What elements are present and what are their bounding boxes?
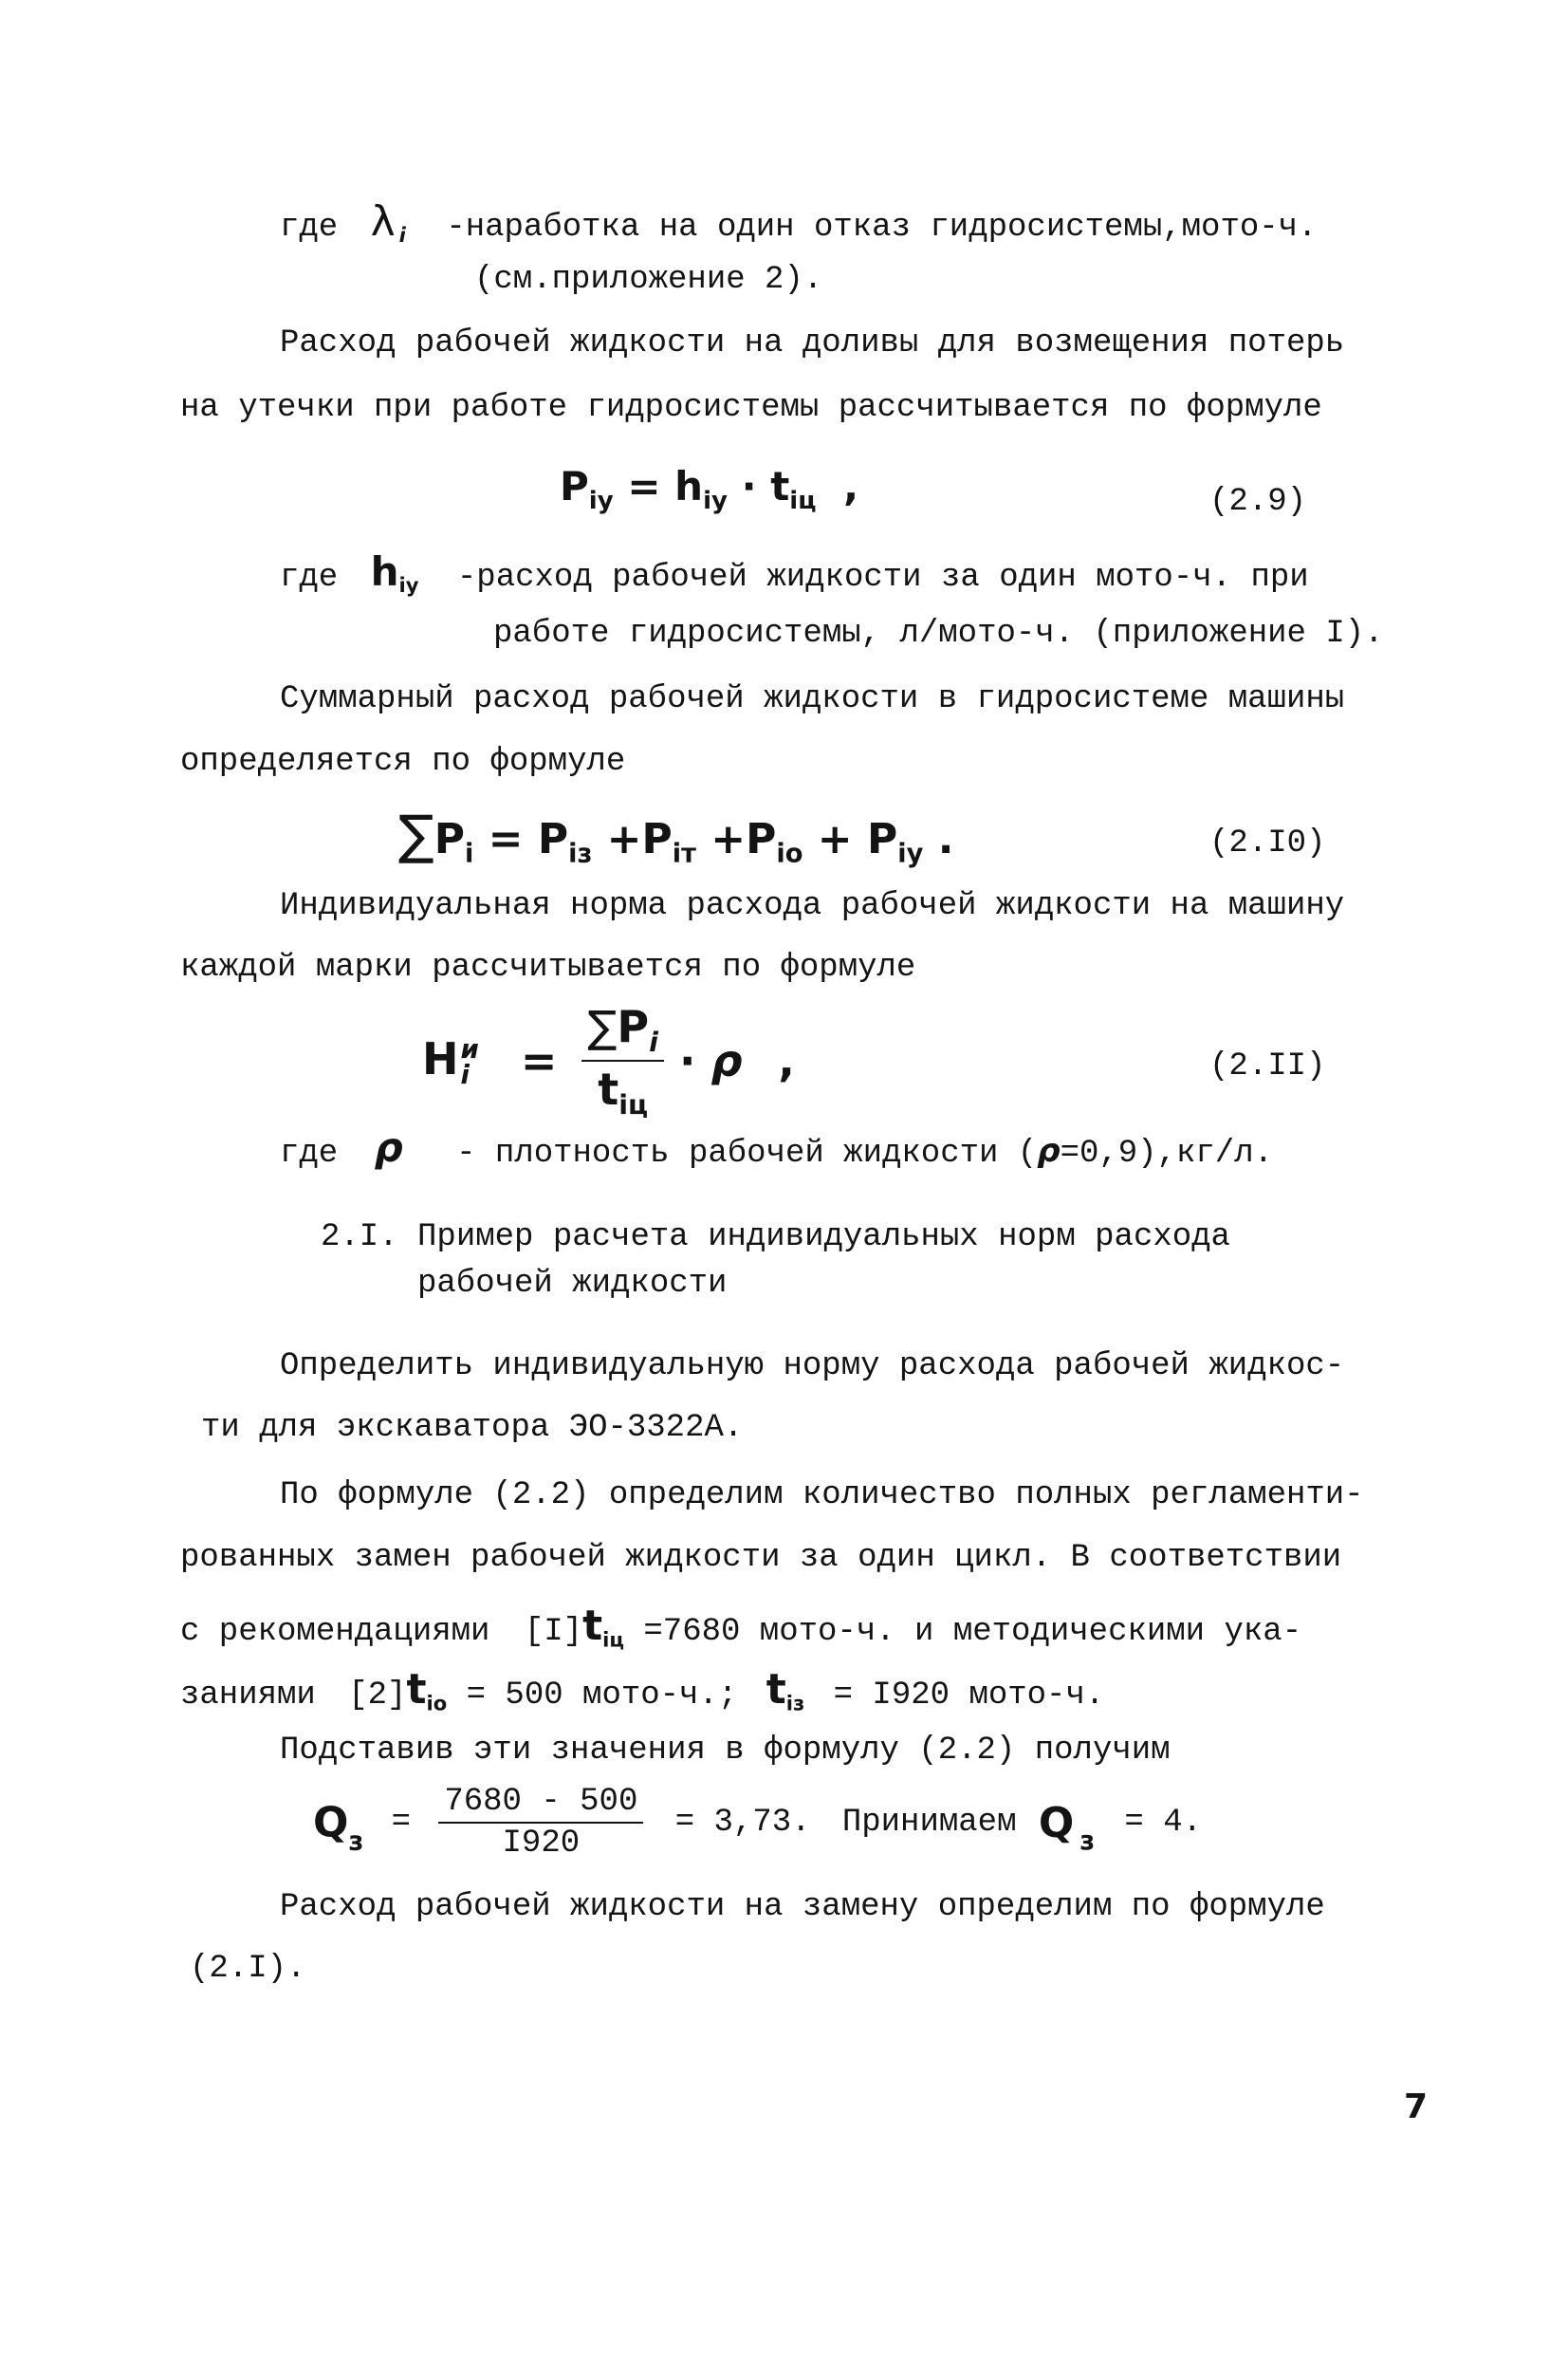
section-heading-line1 [321, 1218, 1230, 1257]
para3-line1 [280, 887, 1344, 926]
lambda-subscript: i [398, 223, 406, 248]
eq9-t: t [770, 463, 790, 510]
rho-description: - плотность рабочей жидкости ( [456, 1136, 1038, 1172]
para7-line1 [280, 1888, 1325, 1927]
h-subscript: iy [398, 573, 419, 598]
t-io-sub: io [426, 1691, 448, 1715]
equation-2-10 [398, 805, 953, 869]
para5-line1 [280, 1476, 1364, 1515]
eqq-fraction [438, 1784, 643, 1862]
eq10-dot: . [937, 815, 954, 863]
eq11-num-sub: i [649, 1026, 658, 1058]
eq10-term1-sub: iз [568, 839, 593, 869]
para1-line1 [280, 324, 1344, 363]
eq11-den-sub: iц [618, 1088, 649, 1121]
para7-line2 [190, 1950, 305, 1989]
eqq-numerator: 7680 - 500 [438, 1784, 643, 1824]
eq10-plus1: + [606, 815, 642, 863]
eq11-denominator [581, 1062, 664, 1121]
eq9-h-sub: iy [703, 487, 728, 516]
where-word: где [280, 210, 339, 246]
appendix-ref-line [474, 261, 822, 300]
para3-text1: Индивидуальная норма расхода рабочей жидкости на машину [280, 888, 1345, 924]
rho-value: =0,9),кг/л. [1060, 1136, 1273, 1172]
eq10-term3: P [746, 815, 777, 863]
where-h-line2 [493, 615, 1384, 654]
para5-text2: рованных замен рабочей жидкости за один цикл. В соответствии [180, 1540, 1342, 1576]
para6-line1 [280, 1732, 1171, 1770]
lambda-symbol: λ [370, 197, 396, 246]
para5-text3c: =7680 мото-ч. и методическими ука- [643, 1614, 1302, 1650]
para4-text1: Определить индивидуальную норму расхода рабочей жидкос- [280, 1348, 1345, 1384]
eq10-number: (2.I0) [1209, 825, 1326, 862]
eqq-result: = 3,73. [674, 1805, 811, 1841]
where-h-line [280, 548, 1309, 598]
para5-text4d: = I920 мото-ч. [833, 1677, 1105, 1714]
eq10-plus2: + [710, 815, 747, 863]
section-heading-2: рабочей жидкости [417, 1266, 728, 1302]
eq11-den-t: t [598, 1063, 619, 1115]
para4-line2 [201, 1409, 743, 1448]
eq11-comma: , [778, 1034, 795, 1086]
where-word-2: где [280, 560, 339, 596]
eq10-equals: = [488, 815, 524, 863]
eq11-number: (2.II) [1209, 1048, 1326, 1084]
t-iz-symbol: t [766, 1665, 786, 1714]
t-cycle-symbol: t [582, 1602, 603, 1650]
para5-text4c: = 500 мото-ч.; [466, 1677, 738, 1714]
para7-text1: Расход рабочей жидкости на замену определим по формуле [280, 1889, 1325, 1925]
h-description-2: работе гидросистемы, л/мото-ч. (приложение I). [493, 616, 1384, 652]
para5-text4a: заниями [180, 1677, 316, 1714]
eq10-term2: P [641, 815, 673, 863]
ref-1: [I] [524, 1614, 583, 1650]
eq9-comma: , [843, 463, 859, 510]
eqq-accept-word: Принимаем [841, 1805, 1017, 1841]
eq11-num-p: P [617, 1001, 650, 1052]
para7-text2: (2.I). [190, 1951, 306, 1987]
para2-line2 [180, 743, 625, 782]
t-cycle-sub: iц [602, 1627, 624, 1652]
para5-line3 [180, 1602, 1301, 1652]
eqq-equals: = [391, 1805, 411, 1841]
eq9-number: (2.9) [1209, 484, 1307, 520]
where-lambda-line [280, 197, 1317, 248]
para1-text1: Расход рабочей жидкости на доливы для возмещения потерь [280, 325, 1345, 361]
eq11-lhs-sub: i [460, 1059, 470, 1091]
eq10-term3-sub: io [776, 839, 803, 869]
equation-2-9 [560, 463, 858, 515]
para2-text1: Суммарный расход рабочей жидкости в гидросистеме машины [280, 681, 1345, 717]
para5-line2 [180, 1539, 1341, 1578]
eq9-dot: · [741, 463, 757, 510]
eq9-t-sub: iц [789, 487, 817, 516]
rho-symbol: ρ [374, 1124, 403, 1171]
eq10-term1: P [537, 815, 569, 863]
para5-text3a: с рекомендациями [180, 1614, 490, 1650]
equation-q [313, 1784, 1202, 1898]
eqq-value: = 4. [1124, 1805, 1203, 1841]
para2-line1 [280, 680, 1344, 719]
eqq-q-sub: з [1079, 1826, 1096, 1857]
eq11-numerator [581, 1001, 664, 1062]
eq10-term4: P [867, 815, 898, 863]
eq11-lhs-sup: и [460, 1032, 479, 1065]
eqq-q: Q [1038, 1798, 1075, 1847]
para1-text2: на утечки при работе гидросистемы рассчитывается по формуле [180, 390, 1322, 426]
para2-text2: определяется по формуле [180, 744, 626, 780]
appendix-ref-text: (см.приложение 2). [474, 262, 823, 298]
t-iz-sub: iз [785, 1691, 805, 1715]
eq11-rho: ρ [710, 1034, 743, 1086]
eq10-lhs: P [434, 815, 465, 863]
eq10-term2-sub: iт [672, 839, 696, 869]
ref-2: [2] [348, 1677, 407, 1714]
section-heading-line2 [417, 1265, 727, 1304]
para5-text1: По формуле (2.2) определим количество полных регламенти- [280, 1477, 1364, 1513]
lambda-description: -наработка на один отказ гидросистемы,мото-ч. [446, 210, 1318, 246]
eq10-term4-sub: iy [897, 839, 924, 869]
para5-line4 [180, 1665, 1104, 1715]
para3-line2 [180, 949, 915, 988]
where-rho-line [280, 1124, 1273, 1174]
rho-inline: ρ [1037, 1132, 1061, 1170]
t-io-symbol: t [406, 1665, 427, 1714]
section-heading: 2.I. Пример расчета индивидуальных норм расхода [321, 1219, 1230, 1255]
eq9-lhs-sub: iy [588, 487, 614, 516]
eq11-equals: = [520, 1034, 558, 1086]
page-number: 7 [1404, 2087, 1429, 2126]
where-word-3: где [280, 1136, 339, 1172]
h-description: -расход рабочей жидкости за один мото-ч. при [456, 560, 1309, 596]
eq9-equals: = [627, 463, 661, 510]
para4-text2: ти для экскаватора ЭО-3322А. [201, 1410, 744, 1446]
eqq-lhs-sub: з [348, 1826, 364, 1857]
eq11-lhs: H [422, 1032, 459, 1084]
eq11-dot: · [678, 1034, 696, 1086]
para4-line1 [280, 1347, 1344, 1386]
eq10-plus3: + [817, 815, 853, 863]
eq10-lhs-sub: i [464, 839, 474, 869]
equation-2-11 [422, 1001, 795, 1134]
eq11-num-sum: ∑ [587, 1001, 618, 1052]
para3-text2: каждой марки рассчитывается по формуле [180, 950, 916, 986]
eqq-denominator: I920 [502, 1826, 581, 1862]
eq9-h: h [674, 463, 704, 510]
eq11-fraction [581, 1001, 664, 1121]
para6-text1: Подставив эти значения в формулу (2.2) получим [280, 1733, 1171, 1769]
eq10-sum: ∑ [398, 805, 434, 866]
eqq-lhs: Q [313, 1798, 349, 1847]
h-symbol: h [370, 548, 399, 595]
eq9-lhs: P [560, 463, 589, 510]
para1-line2 [180, 389, 1322, 428]
